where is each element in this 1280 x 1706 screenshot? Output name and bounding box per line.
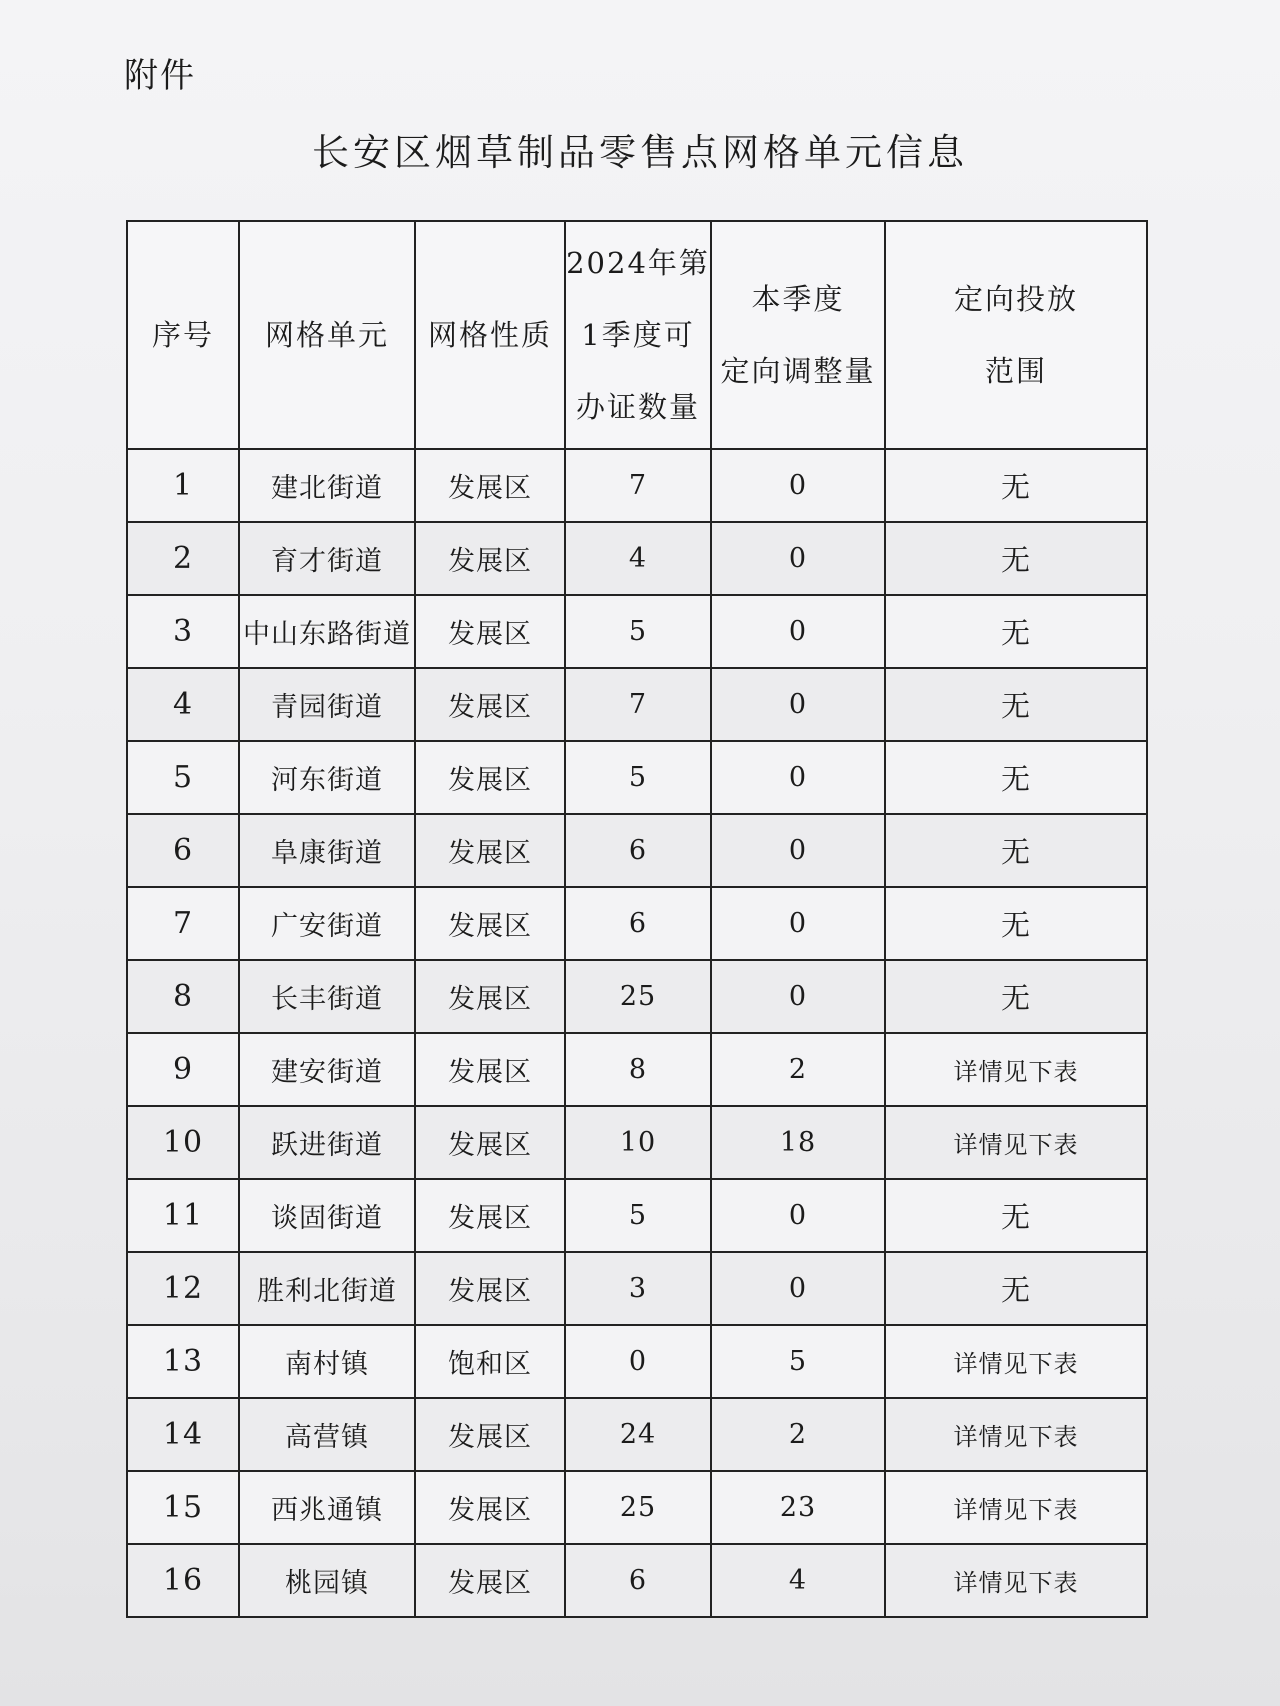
cell-seq: 2 bbox=[127, 522, 239, 595]
cell-range: 无 bbox=[885, 449, 1147, 522]
table-row bbox=[127, 1106, 1147, 1179]
table-header-row bbox=[127, 221, 1147, 449]
cell-nature: 发展区 bbox=[415, 668, 565, 741]
cell-nature: 发展区 bbox=[415, 814, 565, 887]
cell-seq: 3 bbox=[127, 595, 239, 668]
cell-seq: 8 bbox=[127, 960, 239, 1033]
table-row bbox=[127, 668, 1147, 741]
cell-unit: 河东街道 bbox=[239, 741, 415, 814]
cell-seq: 10 bbox=[127, 1106, 239, 1179]
cell-adjust: 0 bbox=[711, 887, 885, 960]
cell-nature: 发展区 bbox=[415, 1252, 565, 1325]
table-row bbox=[127, 522, 1147, 595]
cell-unit: 谈固街道 bbox=[239, 1179, 415, 1252]
cell-adjust: 0 bbox=[711, 741, 885, 814]
header-unit: 网格单元 bbox=[239, 221, 415, 449]
cell-nature: 发展区 bbox=[415, 887, 565, 960]
cell-range: 详情见下表 bbox=[885, 1398, 1147, 1471]
cell-seq: 7 bbox=[127, 887, 239, 960]
cell-adjust: 2 bbox=[711, 1398, 885, 1471]
cell-nature: 饱和区 bbox=[415, 1325, 565, 1398]
cell-seq: 4 bbox=[127, 668, 239, 741]
table-row bbox=[127, 449, 1147, 522]
cell-range: 无 bbox=[885, 1179, 1147, 1252]
cell-unit: 跃进街道 bbox=[239, 1106, 415, 1179]
cell-count: 5 bbox=[565, 595, 711, 668]
cell-count: 10 bbox=[565, 1106, 711, 1179]
cell-seq: 9 bbox=[127, 1033, 239, 1106]
cell-seq: 13 bbox=[127, 1325, 239, 1398]
cell-count: 25 bbox=[565, 960, 711, 1033]
cell-range: 无 bbox=[885, 887, 1147, 960]
cell-count: 7 bbox=[565, 449, 711, 522]
table-body bbox=[127, 449, 1147, 1617]
cell-unit: 长丰街道 bbox=[239, 960, 415, 1033]
cell-seq: 14 bbox=[127, 1398, 239, 1471]
header-count-line: 办证数量 bbox=[575, 390, 700, 424]
cell-nature: 发展区 bbox=[415, 522, 565, 595]
table-row bbox=[127, 1033, 1147, 1106]
cell-nature: 发展区 bbox=[415, 1544, 565, 1617]
cell-count: 6 bbox=[565, 1544, 711, 1617]
cell-seq: 15 bbox=[127, 1471, 239, 1544]
cell-unit: 建安街道 bbox=[239, 1033, 415, 1106]
table-row bbox=[127, 887, 1147, 960]
header-count-line: 2024年第 bbox=[566, 246, 710, 280]
cell-unit: 中山东路街道 bbox=[239, 595, 415, 668]
cell-unit: 西兆通镇 bbox=[239, 1471, 415, 1544]
cell-adjust: 0 bbox=[711, 1252, 885, 1325]
table-row bbox=[127, 814, 1147, 887]
cell-unit: 建北街道 bbox=[239, 449, 415, 522]
cell-count: 25 bbox=[565, 1471, 711, 1544]
cell-unit: 桃园镇 bbox=[239, 1544, 415, 1617]
cell-adjust: 2 bbox=[711, 1033, 885, 1106]
cell-adjust: 18 bbox=[711, 1106, 885, 1179]
header-count bbox=[565, 221, 711, 449]
cell-count: 6 bbox=[565, 814, 711, 887]
cell-count: 5 bbox=[565, 1179, 711, 1252]
table-row bbox=[127, 1398, 1147, 1471]
cell-range: 无 bbox=[885, 668, 1147, 741]
cell-adjust: 0 bbox=[711, 1179, 885, 1252]
cell-nature: 发展区 bbox=[415, 960, 565, 1033]
table-row bbox=[127, 595, 1147, 668]
cell-range: 无 bbox=[885, 595, 1147, 668]
cell-adjust: 0 bbox=[711, 668, 885, 741]
cell-unit: 胜利北街道 bbox=[239, 1252, 415, 1325]
table-row bbox=[127, 1471, 1147, 1544]
grid-unit-table bbox=[126, 220, 1148, 1618]
cell-nature: 发展区 bbox=[415, 1471, 565, 1544]
cell-range: 详情见下表 bbox=[885, 1544, 1147, 1617]
cell-nature: 发展区 bbox=[415, 741, 565, 814]
table-row bbox=[127, 741, 1147, 814]
cell-count: 24 bbox=[565, 1398, 711, 1471]
cell-seq: 5 bbox=[127, 741, 239, 814]
cell-seq: 11 bbox=[127, 1179, 239, 1252]
cell-adjust: 0 bbox=[711, 960, 885, 1033]
cell-count: 3 bbox=[565, 1252, 711, 1325]
header-range bbox=[885, 221, 1147, 449]
cell-adjust: 0 bbox=[711, 595, 885, 668]
cell-count: 5 bbox=[565, 741, 711, 814]
cell-range: 无 bbox=[885, 522, 1147, 595]
cell-adjust: 4 bbox=[711, 1544, 885, 1617]
header-range-line: 范围 bbox=[984, 354, 1047, 388]
cell-unit: 青园街道 bbox=[239, 668, 415, 741]
cell-range: 无 bbox=[885, 960, 1147, 1033]
cell-unit: 阜康街道 bbox=[239, 814, 415, 887]
cell-nature: 发展区 bbox=[415, 1106, 565, 1179]
header-count-line: 1季度可 bbox=[581, 318, 695, 352]
table-row bbox=[127, 1252, 1147, 1325]
cell-adjust: 23 bbox=[711, 1471, 885, 1544]
cell-unit: 南村镇 bbox=[239, 1325, 415, 1398]
cell-range: 无 bbox=[885, 1252, 1147, 1325]
cell-range: 详情见下表 bbox=[885, 1325, 1147, 1398]
cell-count: 8 bbox=[565, 1033, 711, 1106]
cell-nature: 发展区 bbox=[415, 1033, 565, 1106]
header-adjust-line: 定向调整量 bbox=[720, 354, 876, 388]
cell-count: 0 bbox=[565, 1325, 711, 1398]
header-range-line: 定向投放 bbox=[953, 282, 1078, 316]
table-row bbox=[127, 1179, 1147, 1252]
cell-nature: 发展区 bbox=[415, 1398, 565, 1471]
cell-range: 无 bbox=[885, 741, 1147, 814]
table-row bbox=[127, 960, 1147, 1033]
cell-adjust: 5 bbox=[711, 1325, 885, 1398]
cell-range: 详情见下表 bbox=[885, 1033, 1147, 1106]
cell-count: 7 bbox=[565, 668, 711, 741]
header-nature: 网格性质 bbox=[415, 221, 565, 449]
cell-unit: 广安街道 bbox=[239, 887, 415, 960]
header-seq: 序号 bbox=[127, 221, 239, 449]
attachment-label: 附件 bbox=[124, 56, 196, 96]
cell-range: 详情见下表 bbox=[885, 1106, 1147, 1179]
cell-seq: 16 bbox=[127, 1544, 239, 1617]
cell-unit: 育才街道 bbox=[239, 522, 415, 595]
header-adjust-line: 本季度 bbox=[751, 282, 845, 316]
document-title: 长安区烟草制品零售点网格单元信息 bbox=[312, 131, 968, 174]
table-row bbox=[127, 1544, 1147, 1617]
cell-range: 详情见下表 bbox=[885, 1471, 1147, 1544]
cell-adjust: 0 bbox=[711, 814, 885, 887]
cell-count: 6 bbox=[565, 887, 711, 960]
header-adjust bbox=[711, 221, 885, 449]
cell-nature: 发展区 bbox=[415, 595, 565, 668]
cell-unit: 高营镇 bbox=[239, 1398, 415, 1471]
cell-seq: 6 bbox=[127, 814, 239, 887]
cell-nature: 发展区 bbox=[415, 1179, 565, 1252]
cell-seq: 1 bbox=[127, 449, 239, 522]
cell-count: 4 bbox=[565, 522, 711, 595]
table-row bbox=[127, 1325, 1147, 1398]
cell-seq: 12 bbox=[127, 1252, 239, 1325]
cell-range: 无 bbox=[885, 814, 1147, 887]
cell-nature: 发展区 bbox=[415, 449, 565, 522]
cell-adjust: 0 bbox=[711, 449, 885, 522]
cell-adjust: 0 bbox=[711, 522, 885, 595]
